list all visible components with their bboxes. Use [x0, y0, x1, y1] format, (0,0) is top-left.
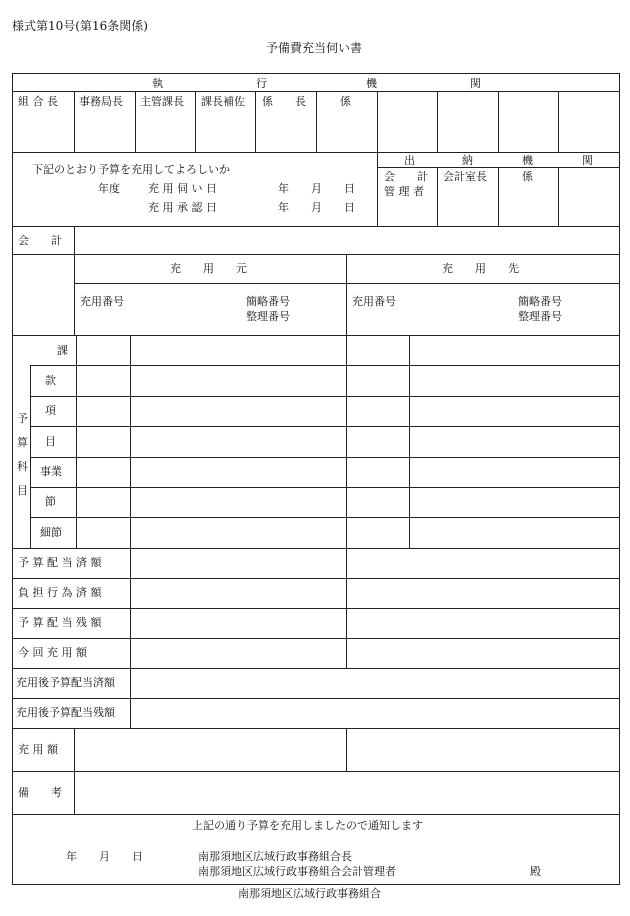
remarks-label: 備 考 [18, 786, 62, 799]
role-staff: 係 [340, 95, 351, 108]
page-title: 予備費充当伺い書 [266, 41, 363, 55]
cashier-header-4: 関 [582, 154, 593, 167]
ka-label: 課 [57, 344, 68, 357]
role-chairman: 組 合 長 [18, 95, 58, 108]
cashier-header-2: 納 [462, 154, 473, 167]
amount-after-remaining-label: 充用後予算配当残額 [16, 706, 115, 719]
fiscal-year-label: 年度 [98, 182, 120, 195]
budget-group-char-2: 算 [17, 436, 28, 449]
form-border [13, 74, 620, 885]
amount-after-allocated-label: 充用後予算配当済額 [16, 676, 115, 689]
budget-item-setsu: 節 [45, 495, 56, 508]
role-section-manager: 主管課長 [140, 95, 184, 108]
budget-item-kou: 項 [45, 404, 56, 417]
recipient-line-1: 南那須地区広域行政事務組合長 [198, 850, 352, 863]
destination-number-label: 充用番号 [352, 295, 396, 308]
form-number-label: 様式第10号(第16条関係) [12, 19, 148, 33]
role-deputy-manager: 課長補佐 [201, 95, 245, 108]
approval-date-field[interactable]: 年 月 日 [278, 201, 355, 214]
destination-header: 充 用 先 [442, 262, 519, 275]
source-abbr-label: 簡略番号 [246, 295, 290, 308]
inquiry-date-field[interactable]: 年 月 日 [278, 182, 355, 195]
cashier-header-1: 出 [404, 154, 415, 167]
accountant-label-2: 管 理 者 [384, 185, 424, 198]
cashier-staff-label: 係 [522, 170, 533, 183]
footer-organization: 南那須地区広域行政事務組合 [238, 887, 381, 900]
cashier-header-3: 機 [522, 154, 533, 167]
exec-header-2: 行 [256, 77, 267, 90]
budget-item-jigyou: 事業 [40, 465, 62, 478]
destination-ref-label: 整理番号 [518, 310, 562, 323]
notice-date: 年 月 日 [66, 850, 143, 863]
role-secretary-general: 事務局長 [79, 95, 123, 108]
honorific: 殿 [530, 865, 541, 878]
budget-item-moku: 目 [45, 435, 56, 448]
budget-item-saisetsu: 細節 [40, 526, 62, 539]
destination-abbr-label: 簡略番号 [518, 295, 562, 308]
source-header: 充 用 元 [170, 262, 247, 275]
applied-amount-label: 充 用 額 [18, 743, 58, 756]
approval-date-label: 充 用 承 認 日 [148, 201, 217, 214]
budget-group-char-3: 科 [17, 460, 28, 473]
inquiry-date-label: 充 用 伺 い 日 [148, 182, 217, 195]
amount-committed-label: 負 担 行 為 済 額 [18, 586, 102, 599]
notice-text: 上記の通り予算を充用しましたので通知します [192, 819, 423, 832]
budget-item-kan: 款 [45, 374, 56, 387]
exec-header-4: 関 [470, 77, 481, 90]
source-number-label: 充用番号 [80, 295, 124, 308]
accountant-label-1: 会 計 [384, 170, 428, 183]
accounting-chief-label: 会計室長 [443, 170, 487, 183]
role-chief: 係 長 [262, 95, 306, 108]
recipient-line-2: 南那須地区広域行政事務組合会計管理者 [198, 865, 396, 878]
exec-header-3: 機 [366, 77, 377, 90]
request-text: 下記のとおり予算を充用してよろしいか [32, 163, 230, 176]
kaikei-label: 会 計 [18, 234, 62, 247]
amount-remaining-label: 予 算 配 当 残 額 [18, 616, 102, 629]
exec-header-1: 執 [152, 77, 163, 90]
amount-allocated-label: 予 算 配 当 済 額 [18, 556, 102, 569]
amount-current-label: 今 回 充 用 額 [18, 646, 87, 659]
budget-group-char-4: 目 [17, 484, 28, 497]
budget-group-char-1: 予 [17, 412, 28, 425]
source-ref-label: 整理番号 [246, 310, 290, 323]
